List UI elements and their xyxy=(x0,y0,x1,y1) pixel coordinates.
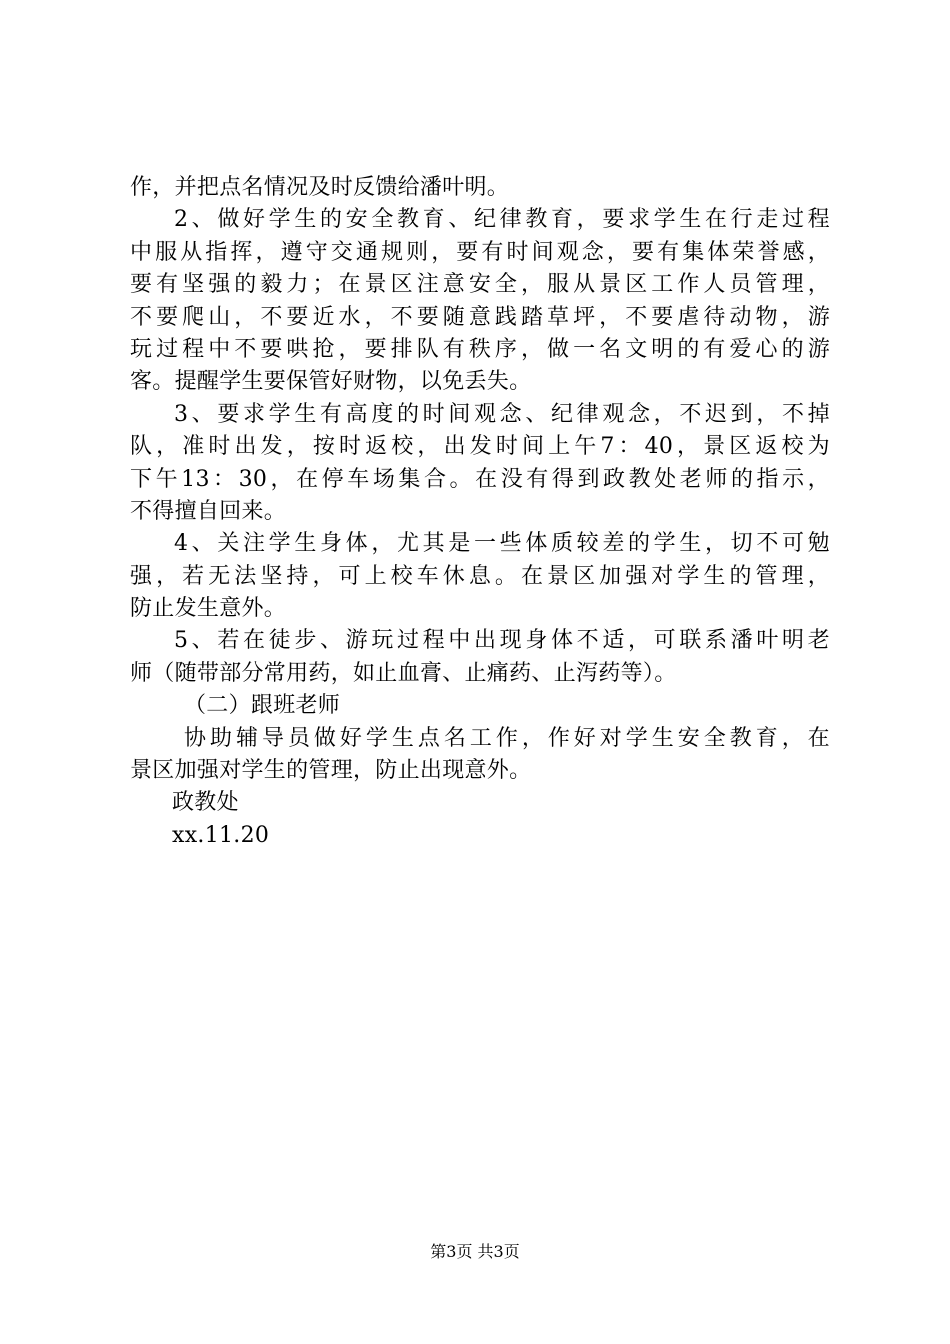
paragraph-line: 2、做好学生的安全教育、纪律教育，要求学生在行走过程 xyxy=(174,207,830,233)
paragraph-line: 下午13：30，在停车场集合。在没有得到政教处老师的指示， xyxy=(130,466,830,492)
paragraph-line: 要有坚强的毅力；在景区注意安全，服从景区工作人员管理， xyxy=(130,272,830,298)
paragraph-line: 防止发生意外。 xyxy=(130,596,287,622)
paragraph-line: 玩过程中不要哄抢，要排队有秩序，做一名文明的有爱心的游 xyxy=(130,336,830,362)
document-body xyxy=(130,172,830,852)
paragraph-line: 景区加强对学生的管理，防止出现意外。 xyxy=(130,758,532,784)
paragraph-line: 中服从指挥，遵守交通规则，要有时间观念，要有集体荣誉感， xyxy=(130,239,830,265)
page-number-label: 第3页 共3页 xyxy=(430,1242,520,1261)
paragraph-line: 5、若在徒步、游玩过程中出现身体不适，可联系潘叶明老 xyxy=(174,628,830,654)
paragraph-line: 作，并把点名情况及时反馈给潘叶明。 xyxy=(130,175,510,200)
paragraph-line: 强，若无法坚持，可上校车休息。在景区加强对学生的管理， xyxy=(130,563,830,589)
paragraph-line: 师（随带部分常用药，如止血膏、止痛药、止泻药等）。 xyxy=(130,660,677,686)
paragraph-line: 不得擅自回来。 xyxy=(130,498,287,524)
paragraph-line: 客。提醒学生要保管好财物，以免丢失。 xyxy=(130,369,532,395)
paragraph-line: 4、关注学生身体，尤其是一些体质较差的学生，切不可勉 xyxy=(174,531,830,557)
signature-date: xx.11.20 xyxy=(172,822,270,848)
page-footer xyxy=(0,1240,950,1264)
paragraph-line: 队，准时出发，按时返校，出发时间上午7：40，景区返校为 xyxy=(130,434,830,460)
section-heading: （二）跟班老师 xyxy=(184,693,341,719)
paragraph-line: 3、要求学生有高度的时间观念、纪律观念，不迟到，不掉 xyxy=(174,401,830,427)
paragraph-line: 不要爬山，不要近水，不要随意践踏草坪，不要虐待动物，游 xyxy=(130,304,830,330)
paragraph-line: 协助辅导员做好学生点名工作，作好对学生安全教育，在 xyxy=(184,725,830,751)
signature-department: 政教处 xyxy=(172,790,239,816)
